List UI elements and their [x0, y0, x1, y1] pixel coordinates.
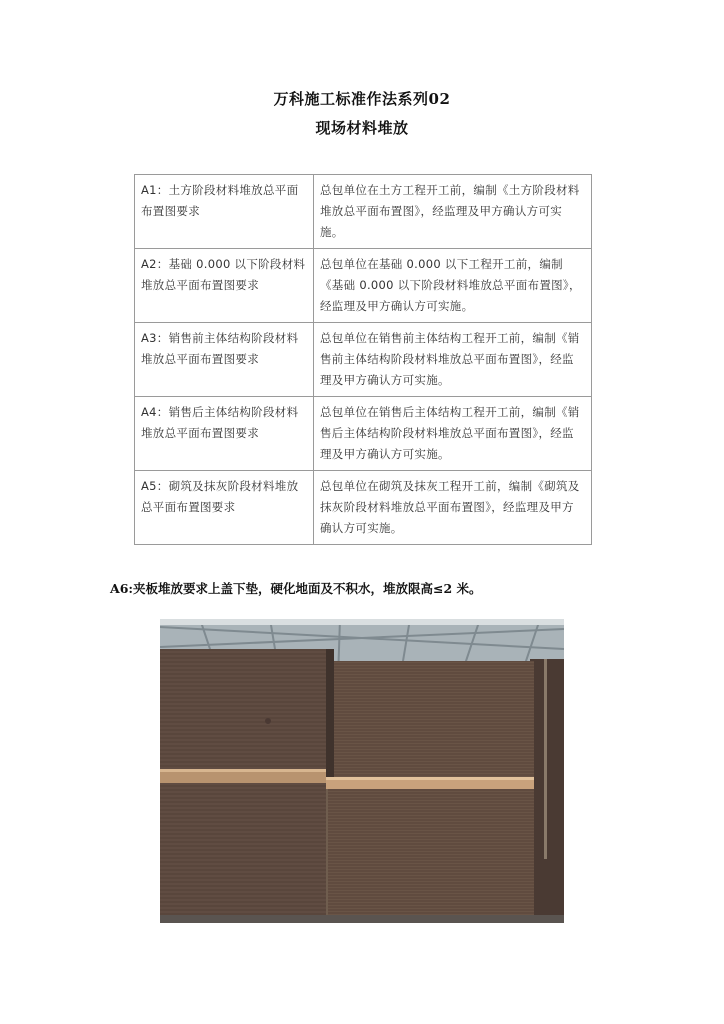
document-subtitle: 现场材料堆放: [315, 119, 409, 137]
table-cell-description: 总包单位在砌筑及抹灰工程开工前，编制《砌筑及抹灰阶段材料堆放总平面布置图》，经监理及甲方确认方可实施。: [314, 471, 592, 545]
plywood-board-right-upper: [334, 661, 534, 777]
plywood-board-left-lower: [160, 783, 326, 923]
table-cell-description: 总包单位在基础 0.000 以下工程开工前，编制《基础 0.000 以下阶段材料堆放总平面布置图》，经监理及甲方确认方可实施。: [314, 249, 592, 323]
table-cell-description: 总包单位在销售前主体结构工程开工前，编制《销售前主体结构阶段材料堆放总平面布置图》，经监理及甲方确认方可实施。: [314, 323, 592, 397]
table-row: [135, 471, 592, 545]
a6-requirement-text: A6:夹板堆放要求上盖下垫，硬化地面及不积水，堆放限高≤2 米。: [110, 581, 482, 596]
table-row: [135, 175, 592, 249]
table-cell-item: A4：销售后主体结构阶段材料堆放总平面布置图要求: [135, 397, 314, 471]
table-cell-description: 总包单位在土方工程开工前，编制《土方阶段材料堆放总平面布置图》，经监理及甲方确认方可实施。: [314, 175, 592, 249]
requirements-table: [134, 174, 592, 545]
photo-illustration: [160, 619, 564, 923]
plywood-board-left-upper: [160, 649, 326, 769]
document-title: 万科施工标准作法系列02: [273, 90, 451, 108]
table-cell-item: A3：销售前主体结构阶段材料堆放总平面布置图要求: [135, 323, 314, 397]
table-row: [135, 397, 592, 471]
floor: [160, 915, 564, 923]
table-cell-item: A2：基础 0.000 以下阶段材料堆放总平面布置图要求: [135, 249, 314, 323]
plywood-board-right-lower: [328, 789, 534, 923]
plywood-stack-photo: [160, 619, 564, 923]
table-cell-item: A1：土方阶段材料堆放总平面布置图要求: [135, 175, 314, 249]
table-cell-description: 总包单位在销售后主体结构工程开工前，编制《销售后主体结构阶段材料堆放总平面布置图》，经监理及甲方确认方可实施。: [314, 397, 592, 471]
table-row: [135, 249, 592, 323]
table-cell-item: A5：砌筑及抹灰阶段材料堆放总平面布置图要求: [135, 471, 314, 545]
table-row: [135, 323, 592, 397]
